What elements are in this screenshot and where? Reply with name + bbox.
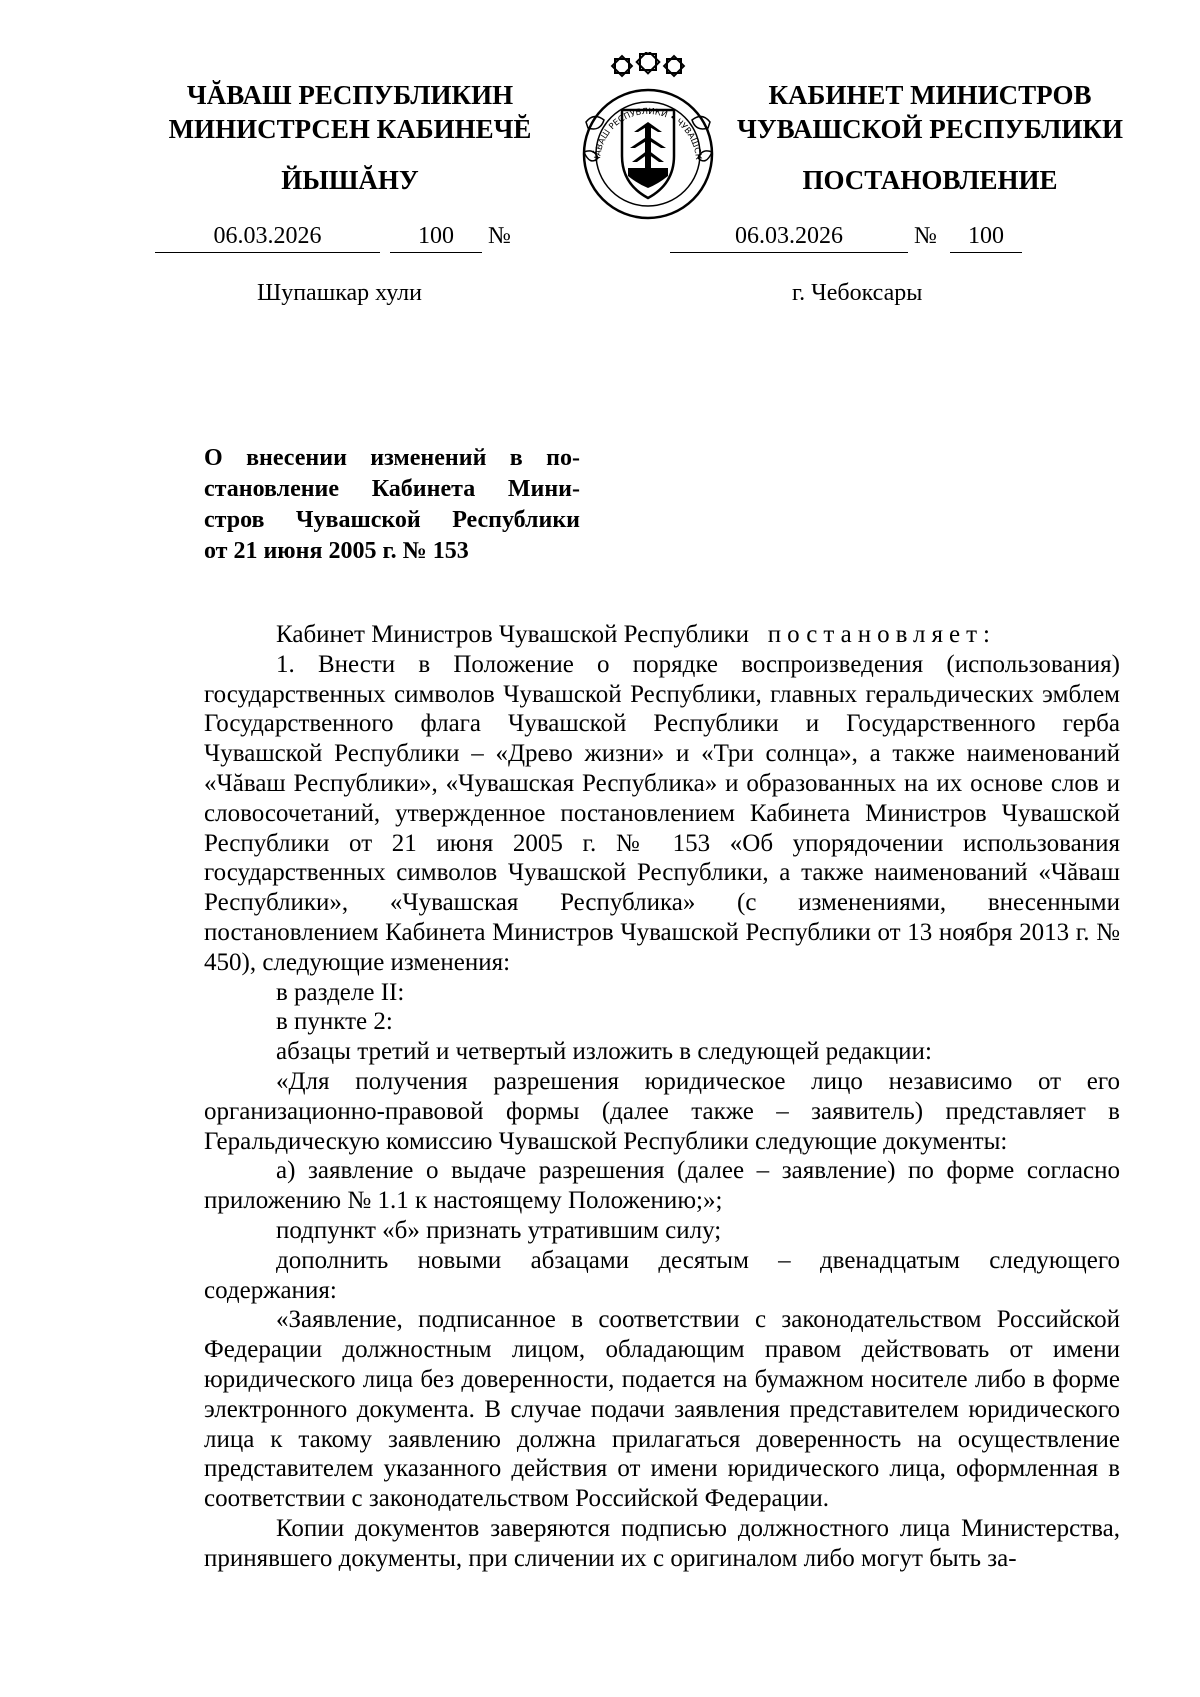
body-paragraph: в пункте 2: xyxy=(276,1008,393,1036)
body-paragraph: а) заявление о выдаче разрешения (далее – заявление) по форме согласно приложению № 1.1 к настоящему Положению;»; xyxy=(204,1157,1120,1215)
left-authority-title xyxy=(130,78,570,146)
body-paragraph: 1. Внести в Положение о порядке воспроизведения (использования) государственных символов Чувашской Республики, главных геральдических эмблем Государственного флага Чувашской Республики и Государственного герба Чувашской Республики – «Древо жизни» и «Три солнца», а также наименований «Чăваш Республики», «Чувашская Республика» и образованных на их основе слов и словосочетаний, утвержденное постановлением Кабинета Министров Чувашской Республики от 21 июня 2005 г. № 153 «Об упорядочении использования государственных символов Чувашской Республики, а также наименований «Чăваш Республики», «Чувашская Республика» (с изменениями, внесенными постановлением Кабинета Министров Чувашской Республики от 13 ноября 2013 г. № 450), следующие изменения: xyxy=(204,650,1120,976)
left-doc-type: ЙЫШĂНУ xyxy=(281,165,419,195)
left-number: 100 xyxy=(390,222,482,253)
left-title-line1: ЧĂВАШ РЕСПУБЛИКИН xyxy=(186,80,514,110)
right-registration-line xyxy=(670,222,1130,252)
right-authority-title xyxy=(720,78,1140,146)
emblem-ring-text: ЧĂВАШ РЕСПУБЛИКИ • ЧУВАШСК xyxy=(592,106,704,163)
body-paragraph: в разделе II: xyxy=(276,978,405,1006)
right-number-sign: № xyxy=(914,223,937,249)
subject-line: О внесении изменений в по- xyxy=(204,445,580,471)
document-header xyxy=(0,0,1200,320)
left-number-sign: № xyxy=(488,223,511,249)
right-title-line1: КАБИНЕТ МИНИСТРОВ xyxy=(768,80,1092,110)
right-date: 06.03.2026 xyxy=(670,222,908,253)
intro-paragraph xyxy=(204,620,1120,650)
body-paragraph: «Заявление, подписанное в соответствии с законодательством Российской Федерации должностным лицом, обладающим правом действовать от имени юридического лица без доверенности, подается на бумажном носителе либо в форме электронного документа. В случае подачи заявления представителем юридического лица к такому заявлению должна прилагаться доверенность на осуществление представителем указанного действия от имени юридического лица, оформленная в соответствии с законодательством Российской Федерации. xyxy=(204,1306,1120,1513)
left-title-line2: МИНИСТРСЕН КАБИНЕЧĔ xyxy=(168,114,532,144)
intro-verb: постановляет: xyxy=(767,621,997,648)
subject-line: стров Чувашской Республики xyxy=(204,507,580,533)
right-title-line2: ЧУВАШСКОЙ РЕСПУБЛИКИ xyxy=(737,114,1123,144)
body-paragraph: подпункт «б» признать утратившим силу; xyxy=(276,1216,722,1244)
left-date: 06.03.2026 xyxy=(155,222,380,253)
right-city: г. Чебоксары xyxy=(792,280,923,306)
emblem-graphic xyxy=(572,52,724,224)
three-suns-icon xyxy=(612,52,684,76)
left-city: Шупашкар хули xyxy=(257,280,422,306)
body-paragraph: абзацы третий и четвертый изложить в следующей редакции: xyxy=(276,1038,932,1066)
right-doc-type: ПОСТАНОВЛЕНИЕ xyxy=(802,165,1058,195)
body-paragraph: «Для получения разрешения юридическое лицо независимо от его организационно-правовой формы (далее также – заявитель) представляет в Геральдическую комиссию Чувашской Республики следующие документы: xyxy=(204,1067,1120,1155)
subject-line: становление Кабинета Мини- xyxy=(204,476,580,502)
right-number: 100 xyxy=(950,222,1022,253)
document-subject xyxy=(204,443,580,567)
left-registration-line xyxy=(155,222,575,252)
document-body xyxy=(204,620,1120,1574)
body-paragraph: дополнить новыми абзацами десятым – двенадцатым следующего содержания: xyxy=(204,1246,1120,1304)
body-paragraph: Копии документов заверяются подписью должностного лица Министерства, принявшего документы, при сличении их с оригиналом либо могут быть за- xyxy=(204,1514,1120,1572)
intro-text: Кабинет Министров Чувашской Республики xyxy=(276,621,750,648)
chuvash-coat-of-arms-icon xyxy=(572,52,724,224)
subject-line: от 21 июня 2005 г. № 153 xyxy=(204,538,469,564)
